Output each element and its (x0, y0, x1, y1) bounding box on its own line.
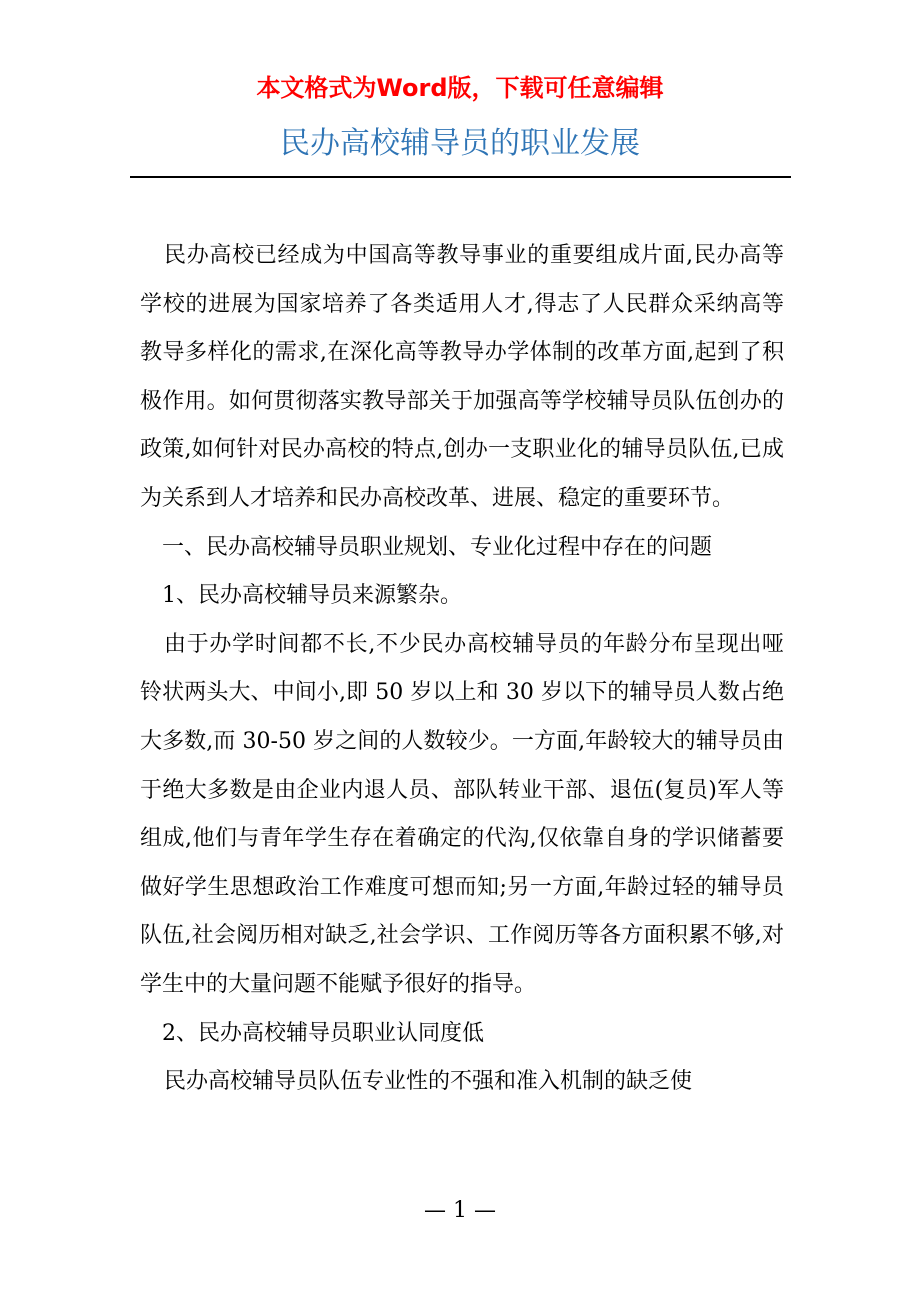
editable-format-banner: 本文格式为Word版，下载可任意编辑 (256, 74, 664, 102)
section-heading-1: 一、民办高校辅导员职业规划、专业化过程中存在的问题 (162, 534, 713, 560)
document-title: 民办高校辅导员的职业发展 (280, 126, 640, 161)
document-body (140, 232, 784, 1107)
paragraph-intro: 民办高校已经成为中国高等教导事业的重要组成片面,民办高等学校的进展为国家培养了各类适用人才,得志了人民群众采纳高等教导多样化的需求,在深化高等教导办学体制的改革方面,起到了积极作用。如何贯彻落实教导部关于加强高等学校辅导员队伍创办的政策,如何针对民办高校的特点,创办一支职业化的辅导员队伍,已成为关系到人才培养和民办高校改革、进展、稳定的重要环节。 (140, 243, 784, 511)
paragraph-professional-identity: 民办高校辅导员队伍专业性的不强和准入机制的缺乏使 (164, 1069, 693, 1095)
title-divider (130, 176, 791, 178)
paragraph-age-distribution: 由于办学时间都不长,不少民办高校辅导员的年龄分布呈现出哑铃状两头大、中间小,即 50 岁以上和 30 岁以下的辅导员人数占绝大多数,而 30-50 岁之间的人数较少。一方面,年龄较大的辅导员由于绝大多数是由企业内退人员、部队转业干部、退伍(复员)军人等组成,他们与青年学生存在着确定的代沟,仅依靠自身的学识储蓄要做好学生思想政治工作难度可想而知;另一方面,年龄过轻的辅导员队伍,社会阅历相对缺乏,社会学识、工作阅历等各方面积累不够,对学生中的大量问题不能赋予很好的指导。 (140, 631, 784, 997)
page-number: — 1 — (424, 1198, 496, 1223)
subsection-heading-2: 2、民办高校辅导员职业认同度低 (162, 1020, 484, 1046)
subsection-heading-1: 1、民办高校辅导员来源繁杂。 (162, 583, 462, 609)
